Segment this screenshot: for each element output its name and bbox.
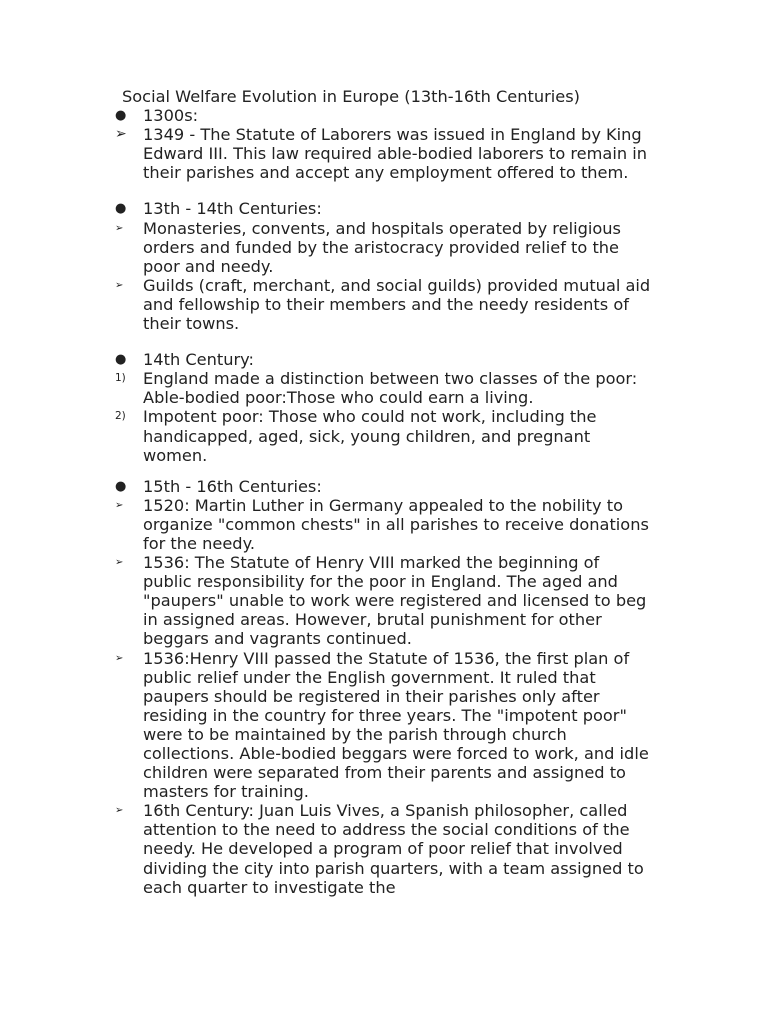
- list-item-text: Monasteries, convents, and hospitals operated by religious orders and funded by the aristocracy provided relief to the poor and needy.: [143, 218, 627, 276]
- spacer: [0, 333, 768, 350]
- bullet-icon: ●: [115, 108, 127, 124]
- list-item-text: 16th Century: Juan Luis Vives, a Spanish philosopher, called attention to the need to address the social conditions of the needy. He developed a program of poor relief that involved dividing the city into parish quarters, with a team assigned to each quarter to investigate the: [143, 801, 649, 897]
- section-heading-text: 13th - 14th Centuries:: [143, 199, 322, 219]
- list-item-text: 1349 - The Statute of Laborers was issued in England by King Edward III. This law required able-bodied laborers to remain in their parishes and accept any employment offered to them.: [143, 125, 653, 183]
- section-heading: [0, 477, 768, 496]
- arrow-bullet-icon: ➢: [115, 805, 124, 817]
- section-heading: [0, 106, 768, 125]
- document-body: [0, 87, 768, 897]
- arrow-bullet-icon: ➢: [115, 557, 124, 569]
- section-heading-text: 15th - 16th Centuries:: [143, 476, 322, 496]
- section-heading-text: 1300s:: [143, 106, 199, 126]
- arrow-bullet-icon: ➢: [115, 222, 124, 234]
- arrow-bullet-icon: ➢: [115, 279, 124, 291]
- list-number: 1): [115, 372, 126, 385]
- list-item: [0, 496, 768, 553]
- arrow-bullet-icon: ➢: [115, 499, 124, 511]
- spacer: [0, 465, 768, 477]
- arrow-bullet-icon: ➢: [115, 126, 127, 143]
- numbered-item: [0, 407, 768, 464]
- list-item-text: 1520: Martin Luther in Germany appealed to the nobility to organize "common chests" in all parishes to receive donations for the needy.: [143, 495, 655, 553]
- list-item: [0, 219, 768, 276]
- bullet-icon: ●: [115, 478, 127, 494]
- list-item-text: England made a distinction between two classes of the poor: Able-bodied poor:Those who could earn a living.: [143, 369, 679, 408]
- list-item: [0, 553, 768, 648]
- numbered-item: [0, 369, 768, 407]
- list-item-text: 1536: The Statute of Henry VIII marked the beginning of public responsibility for the poor in England. The aged and "paupers" unable to work were registered and licensed to beg in assigned areas. However, brutal punishment for other beggars and vagrants continued.: [143, 553, 652, 649]
- list-number: 2): [115, 410, 126, 423]
- list-item: [0, 276, 768, 333]
- bullet-icon: ●: [115, 201, 127, 217]
- list-item: [0, 801, 768, 896]
- list-item-text: 1536:Henry VIII passed the Statute of 1536, the first plan of public relief under the English government. It ruled that paupers should be registered in their parishes only after residing in the country for three years. The "impotent poor" were to be maintained by the parish through church collections. Able-bodied beggars were forced to work, and idle children were separated from their parents and assigned to masters for training.: [143, 648, 654, 802]
- bullet-icon: ●: [115, 352, 127, 368]
- section-heading: [0, 350, 768, 369]
- list-item: [0, 125, 768, 182]
- arrow-bullet-icon: ➢: [115, 652, 124, 664]
- document-title: Social Welfare Evolution in Europe (13th-16th Centuries): [122, 87, 580, 106]
- spacer: [0, 182, 768, 199]
- list-item-text: Guilds (craft, merchant, and social guilds) provided mutual aid and fellowship to their members and the needy residents of their towns.: [143, 275, 656, 334]
- section-heading: [0, 199, 768, 218]
- section-heading-text: 14th Century:: [143, 350, 254, 370]
- list-item-text: Impotent poor: Those who could not work, including the handicapped, aged, sick, young children, and pregnant women.: [143, 407, 602, 465]
- list-item: [0, 649, 768, 802]
